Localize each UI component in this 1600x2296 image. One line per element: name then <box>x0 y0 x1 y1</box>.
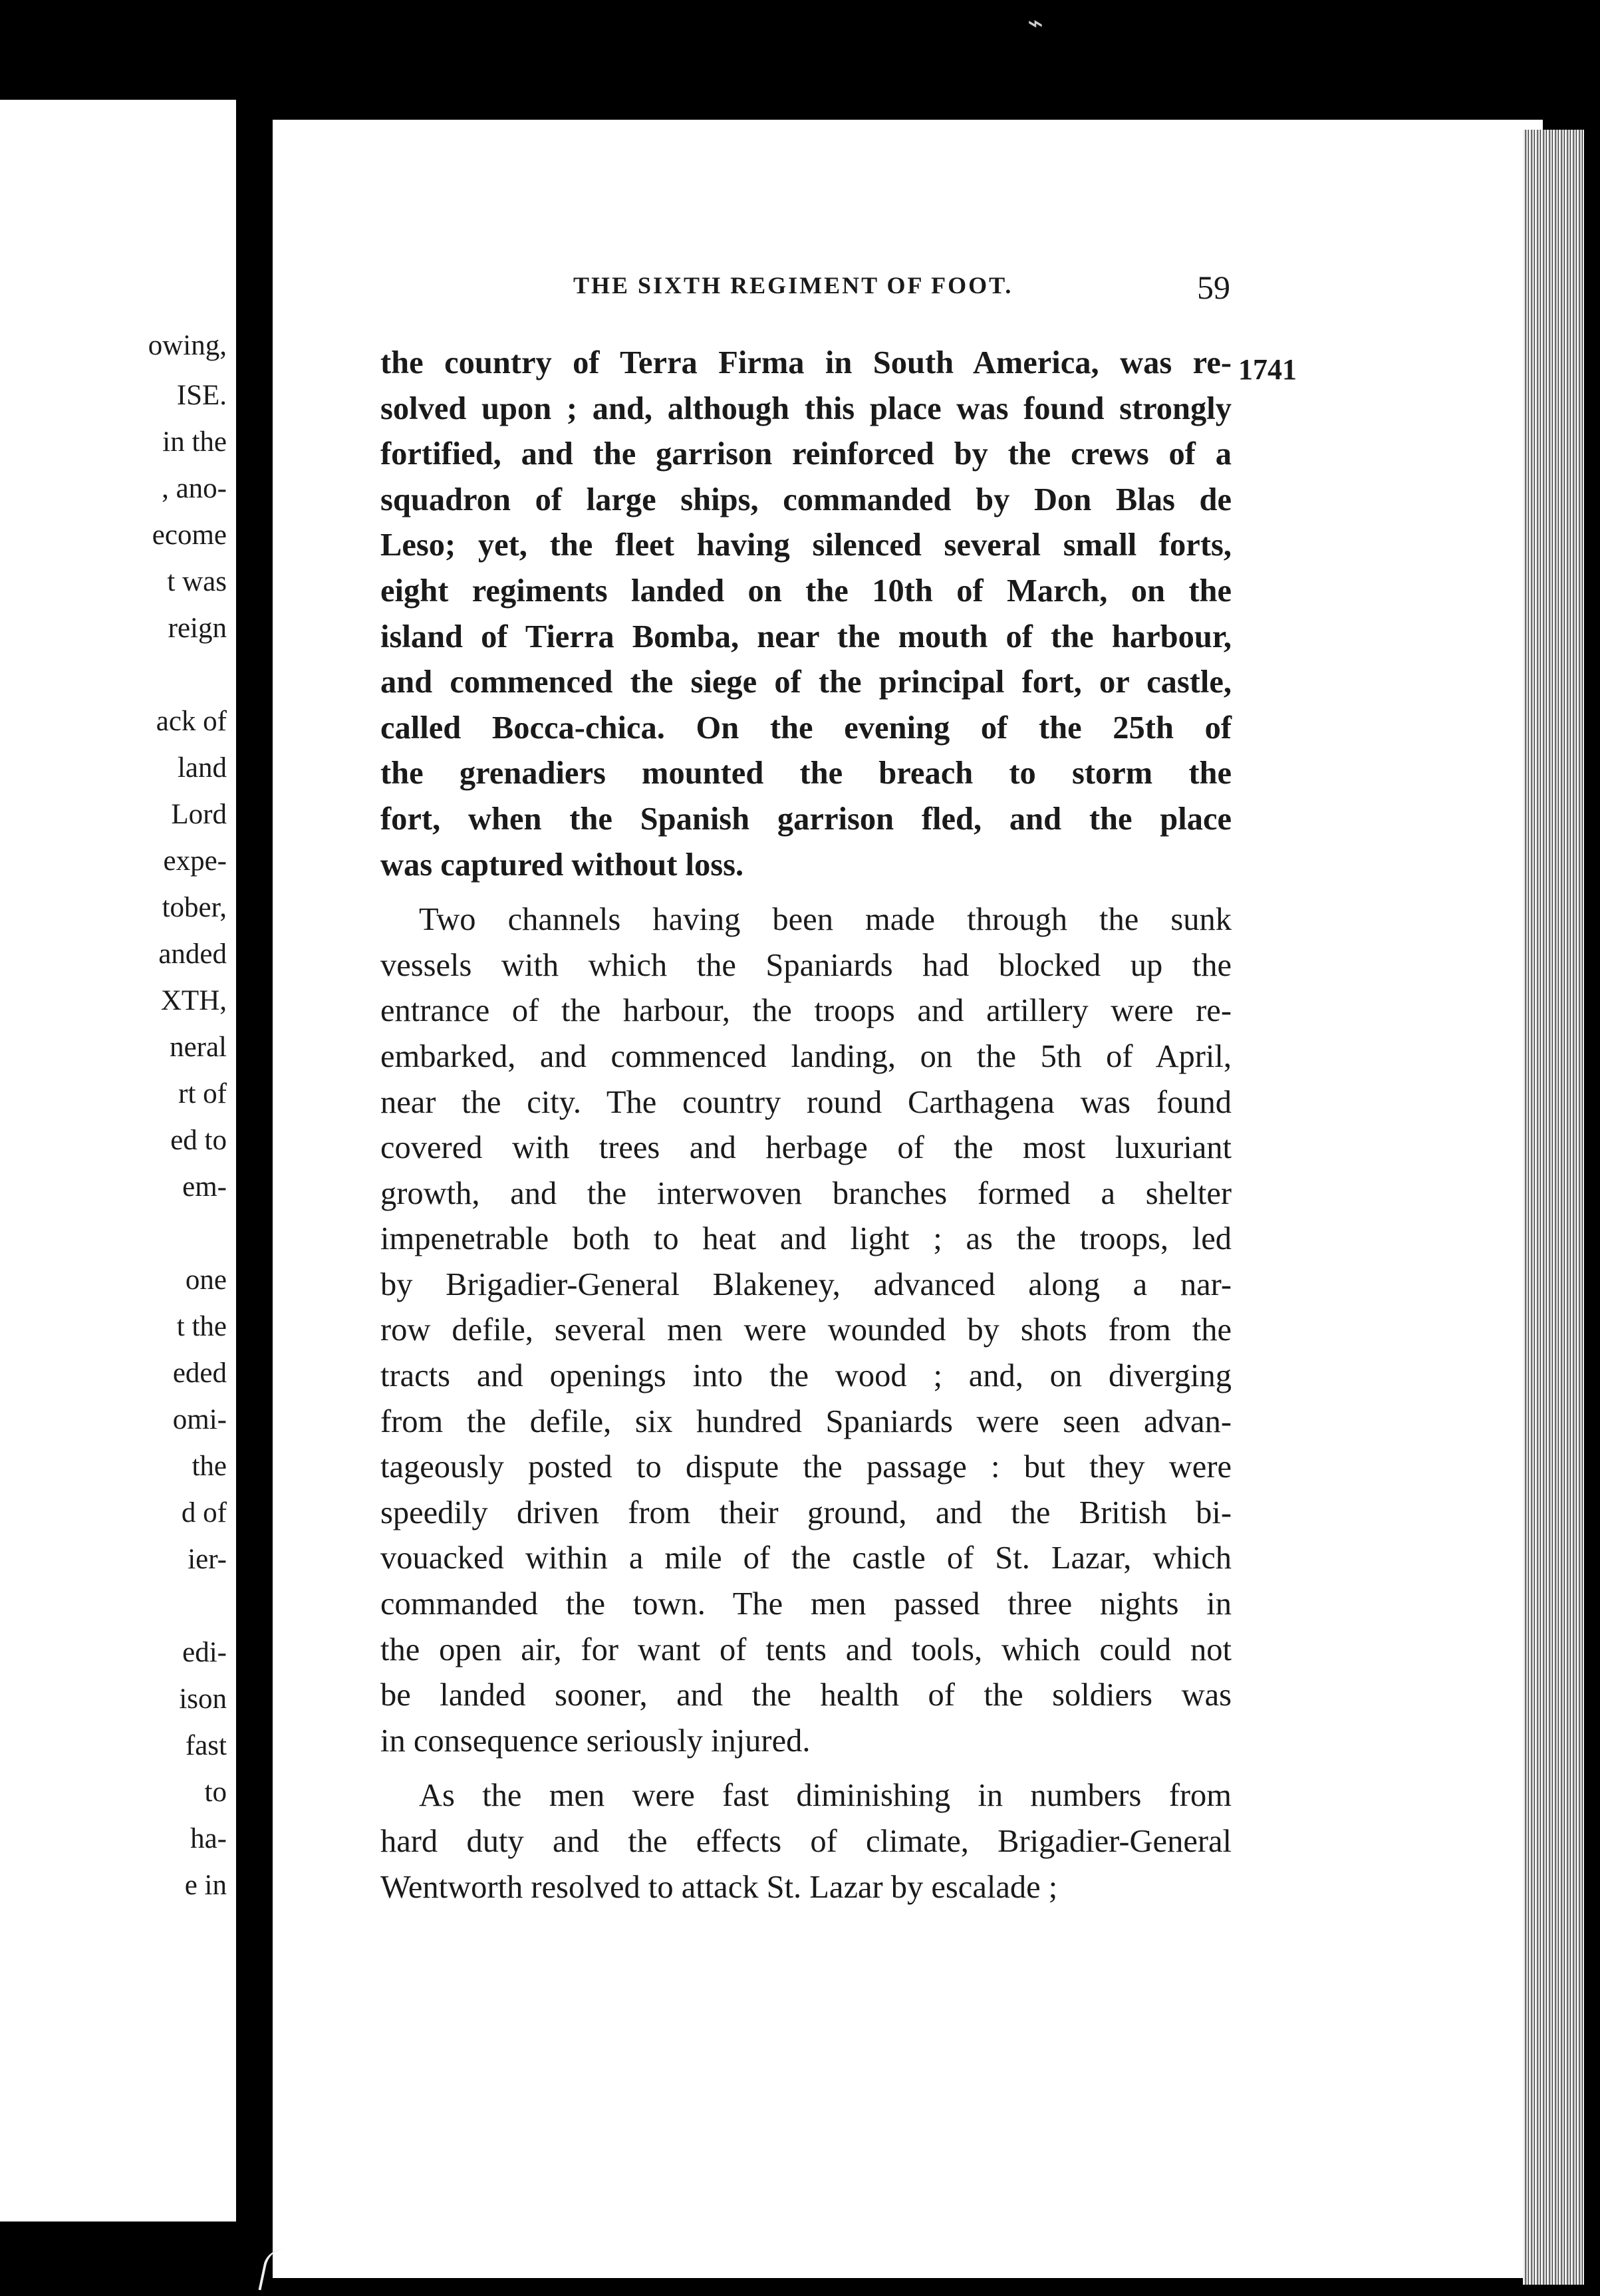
facing-page <box>0 100 236 2222</box>
text-line: called Bocca-chica. On the evening of the 25th of <box>380 710 1232 746</box>
text-line: commanded the town. The men passed three nights in <box>380 1586 1232 1622</box>
scan-mark: ⌁ <box>1027 8 1044 39</box>
facing-page-line: land <box>177 752 227 784</box>
text-line: squadron of large ships, commanded by Don Blas de <box>380 482 1232 517</box>
facing-page-line: one <box>185 1264 227 1296</box>
text-line: from the defile, six hundred Spaniards were seen advan- <box>380 1403 1232 1439</box>
text-line: row defile, several men were wounded by shots from the <box>380 1312 1232 1348</box>
text-line: speedily driven from their ground, and the British bi- <box>380 1495 1232 1530</box>
facing-page-line: ha- <box>190 1823 227 1854</box>
facing-page-line: eded <box>172 1358 227 1389</box>
facing-page-line: owing, <box>148 330 227 361</box>
facing-page-line: in the <box>162 426 227 458</box>
text-line: growth, and the interwoven branches formed a shelter <box>380 1175 1232 1211</box>
facing-page-line: ed to <box>170 1125 227 1156</box>
facing-page-line: t was <box>167 566 227 597</box>
facing-page-line: expe- <box>163 845 227 877</box>
text-line: covered with trees and herbage of the most luxuriant <box>380 1130 1232 1166</box>
facing-page-line: em- <box>182 1171 227 1203</box>
text-line: island of Tierra Bomba, near the mouth of the harbour, <box>380 619 1232 654</box>
facing-page-line: tober, <box>162 892 227 923</box>
scan-mark-bottom <box>258 2245 296 2296</box>
text-line: the country of Terra Firma in South America, was re- <box>380 345 1232 380</box>
facing-page-line: d of <box>181 1497 227 1528</box>
text-line: tracts and openings into the wood ; and, on diverging <box>380 1358 1232 1394</box>
text-line: by Brigadier-General Blakeney, advanced along a nar- <box>380 1266 1232 1302</box>
facing-page-line: reign <box>168 613 227 644</box>
facing-page-line: rt of <box>178 1078 227 1109</box>
text-line: Wentworth resolved to attack St. Lazar by escalade ; <box>380 1869 1058 1905</box>
facing-page-line: neral <box>170 1032 227 1063</box>
facing-page-line: e in <box>184 1870 227 1901</box>
text-line: embarked, and commenced landing, on the 5th of April, <box>380 1038 1232 1074</box>
text-line: was captured without loss. <box>380 847 744 883</box>
paragraph-3 <box>380 1773 1232 1910</box>
facing-page-line: ecome <box>152 519 227 551</box>
text-line: vessels with which the Spaniards had blocked up the <box>380 947 1232 983</box>
paragraph-1 <box>380 341 1232 888</box>
facing-page-line: t the <box>176 1311 227 1342</box>
margin-year: 1741 <box>1238 353 1297 386</box>
text-line: impenetrable both to heat and light ; as the troops, led <box>380 1221 1232 1257</box>
text-line: the grenadiers mounted the breach to storm the <box>380 756 1232 791</box>
text-line: Leso; yet, the fleet having silenced several small forts, <box>380 527 1232 563</box>
facing-page-line: Lord <box>171 799 227 830</box>
facing-page-line: ISE. <box>176 380 227 411</box>
text-line: hard duty and the effects of climate, Brigadier-General <box>380 1824 1232 1859</box>
text-line: fortified, and the garrison reinforced by the crews of a <box>380 436 1232 472</box>
text-line: As the men were fast diminishing in numbers from <box>419 1778 1232 1814</box>
facing-page-line: fast <box>185 1730 227 1761</box>
facing-page-line: edi- <box>182 1637 227 1668</box>
text-line: and commenced the siege of the principal fort, or castle, <box>380 664 1232 700</box>
text-line: solved upon ; and, although this place was found strongly <box>380 390 1232 426</box>
paragraph-2 <box>380 897 1232 1764</box>
text-line: near the city. The country round Carthagena was found <box>380 1084 1232 1120</box>
text-line: vouacked within a mile of the castle of St. Lazar, which <box>380 1540 1232 1576</box>
page-number: 59 <box>1197 269 1230 306</box>
text-line: be landed sooner, and the health of the soldiers was <box>380 1677 1232 1713</box>
text-line: eight regiments landed on the 10th of March, on the <box>380 573 1232 609</box>
page-edges <box>1523 130 1584 2285</box>
facing-page-line: , ano- <box>162 473 227 504</box>
running-head: THE SIXTH REGIMENT OF FOOT. <box>573 272 1013 299</box>
facing-page-line: ack of <box>156 706 227 737</box>
text-line: in consequence seriously injured. <box>380 1723 811 1759</box>
text-line: tageously posted to dispute the passage : but they were <box>380 1449 1232 1485</box>
body-text <box>380 341 1232 1910</box>
text-line: fort, when the Spanish garrison fled, and the place <box>380 801 1232 837</box>
facing-page-line: omi- <box>172 1404 227 1435</box>
facing-page-line: to <box>204 1777 227 1808</box>
facing-page-line: anded <box>158 938 227 970</box>
text-line: entrance of the harbour, the troops and artillery were re- <box>380 993 1232 1029</box>
facing-page-line: XTH, <box>160 985 227 1016</box>
text-line: Two channels having been made through the sunk <box>419 902 1232 938</box>
facing-page-line: ison <box>179 1683 227 1715</box>
facing-page-line: the <box>192 1451 227 1482</box>
facing-page-line: ier- <box>188 1544 227 1575</box>
text-line: the open air, for want of tents and tools, which could not <box>380 1632 1232 1667</box>
